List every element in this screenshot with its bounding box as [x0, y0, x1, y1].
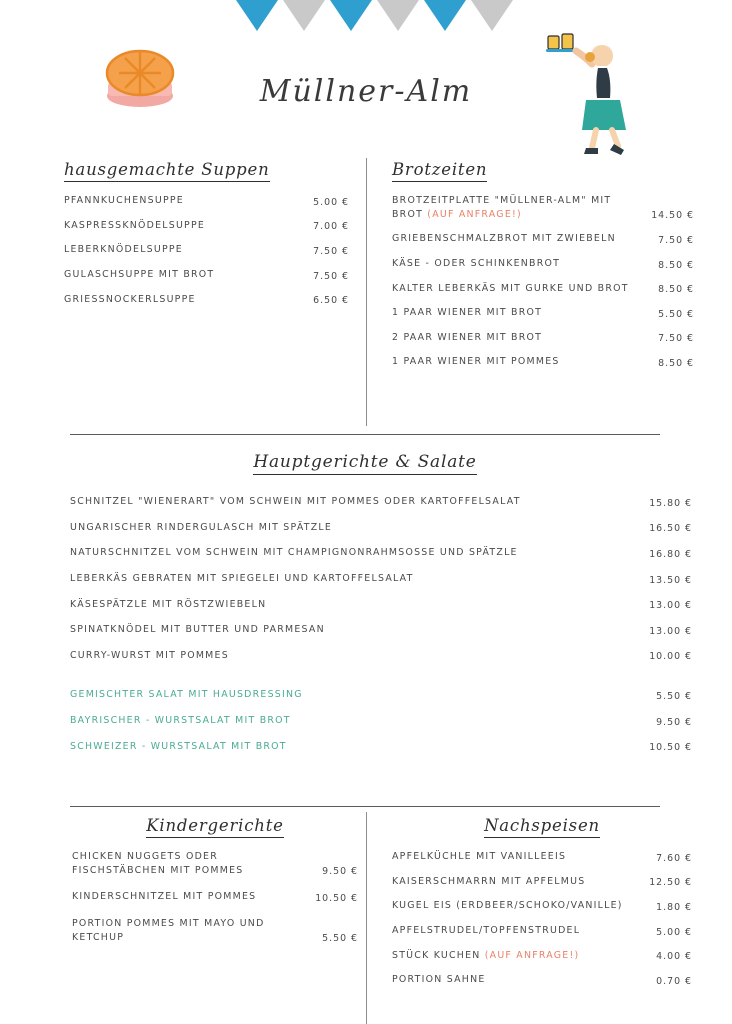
item-name: LEBERKÄS GEBRATEN MIT SPIEGELEI UND KARTOFFELSALAT [70, 572, 414, 584]
list-item [72, 890, 358, 904]
item-name: SCHWEIZER - WURSTSALAT MIT BROT [70, 740, 287, 752]
list-item [392, 355, 694, 369]
item-price: 7.50 € [658, 333, 694, 345]
list-item [392, 973, 692, 987]
section-divider-2 [70, 806, 660, 807]
item-name: GRIEBENSCHMALZBROT MIT ZWIEBELN [392, 233, 616, 245]
item-price: 8.50 € [658, 358, 694, 369]
item-price: 5.00 € [656, 926, 692, 938]
item-price: 12.50 € [649, 877, 692, 889]
item-name: KÄSE - ODER SCHINKENBROT [392, 257, 561, 269]
item-name: APFELSTRUDEL/TOPFENSTRUDEL [392, 924, 581, 936]
page-title: Müllner-Alm [259, 74, 473, 109]
item-name: KASPRESSKNÖDELSUPPE [64, 219, 206, 231]
list-item [70, 598, 692, 612]
item-price: 10.00 € [649, 651, 692, 663]
nachspeisen-list [392, 850, 692, 987]
item-price: 5.50 € [322, 933, 358, 945]
item-price: 5.50 € [658, 308, 694, 320]
list-item [392, 875, 692, 889]
item-name: CHICKEN NUGGETS ODER FISCHSTÄBCHEN MIT POMMES [72, 851, 244, 876]
item-name [392, 194, 648, 221]
list-item [72, 850, 358, 877]
item-name: GRIESSNOCKERLSUPPE [64, 293, 196, 305]
item-price: 16.80 € [649, 548, 692, 560]
spacer [70, 674, 692, 688]
item-name: SPINATKNÖDEL MIT BUTTER UND PARMESAN [70, 624, 325, 636]
list-item [70, 495, 692, 509]
item-name: KAISERSCHMARRN MIT APFELMUS [392, 875, 586, 887]
menu-header [0, 18, 732, 138]
item-price: 1.80 € [656, 901, 692, 913]
list-item [392, 924, 692, 938]
item-price: 7.50 € [313, 245, 349, 257]
item-price: 6.50 € [313, 295, 349, 307]
item-price: 10.50 € [649, 742, 692, 754]
item-name: KINDERSCHNITZEL MIT POMMES [72, 891, 257, 903]
item-price: 10.50 € [315, 892, 358, 904]
column-divider-bottom [366, 812, 367, 1024]
item-name: APFELKÜCHLE MIT VANILLEEIS [392, 851, 567, 862]
suppen-list [64, 194, 349, 306]
list-item [64, 194, 349, 208]
item-price: 9.50 € [656, 716, 692, 728]
list-item [392, 306, 694, 320]
list-item [70, 623, 692, 637]
list-item [392, 850, 692, 864]
section-title-suppen: hausgemachte Suppen [64, 160, 270, 182]
item-name: NATURSCHNITZEL VOM SCHWEIN MIT CHAMPIGNONRAHMSOSSE UND SPÄTZLE [70, 547, 518, 559]
column-divider-top [366, 158, 367, 426]
item-price: 5.00 € [313, 196, 349, 208]
section-title-wrapper [70, 452, 660, 475]
section-nachspeisen [392, 816, 692, 998]
list-item [70, 572, 692, 586]
item-price: 13.00 € [649, 625, 692, 637]
item-name: CURRY-WURST MIT POMMES [70, 649, 229, 661]
list-item [64, 268, 349, 282]
item-name: 1 PAAR WIENER MIT POMMES [392, 356, 560, 368]
item-price: 7.50 € [313, 270, 349, 282]
item-name: PFANNKUCHENSUPPE [64, 195, 184, 206]
list-item [70, 740, 692, 754]
item-price: 5.50 € [656, 691, 692, 702]
item-name: LEBERKNÖDELSUPPE [64, 244, 183, 256]
item-price: 8.50 € [658, 259, 694, 271]
list-item [392, 257, 694, 271]
list-item [64, 293, 349, 307]
item-name: PORTION SAHNE [392, 974, 486, 986]
list-item [392, 232, 694, 246]
item-name: KALTER LEBERKÄS MIT GURKE UND BROT [392, 282, 629, 294]
list-item [70, 688, 692, 702]
item-price: 9.50 € [322, 866, 358, 878]
item-name: SCHNITZEL "WIENERART" VOM SCHWEIN MIT POMMES ODER KARTOFFELSALAT [70, 496, 521, 507]
item-name: 1 PAAR WIENER MIT BROT [392, 307, 543, 319]
item-price: 7.50 € [658, 234, 694, 246]
item-name: KÄSESPÄTZLE MIT RÖSTZWIEBELN [70, 598, 267, 610]
item-price: 0.70 € [656, 975, 692, 987]
item-price: 16.50 € [649, 523, 692, 535]
item-name-text: STÜCK KUCHEN [392, 949, 481, 961]
hauptgerichte-list [70, 495, 692, 753]
item-price: 13.00 € [649, 600, 692, 612]
kindergerichte-list [72, 850, 358, 944]
section-title-wrapper [392, 816, 692, 838]
list-item [70, 546, 692, 560]
item-name: PORTION POMMES MIT MAYO UND KETCHUP [72, 917, 265, 943]
item-name: 2 PAAR WIENER MIT BROT [392, 331, 543, 343]
item-name [392, 949, 646, 963]
section-title-kindergerichte: Kindergerichte [146, 816, 283, 838]
list-item [392, 194, 694, 221]
item-price: 8.50 € [658, 284, 694, 296]
item-price: 13.50 € [649, 574, 692, 586]
item-price: 14.50 € [651, 210, 694, 222]
section-divider-1 [70, 434, 660, 435]
item-name: UNGARISCHER RINDERGULASCH MIT SPÄTZLE [70, 521, 333, 533]
section-suppen [64, 160, 349, 317]
section-title-hauptgerichte: Hauptgerichte & Salate [253, 452, 476, 475]
item-name: BAYRISCHER - WURSTSALAT MIT BROT [70, 715, 291, 726]
item-name: GULASCHSUPPE MIT BROT [64, 268, 215, 280]
section-title-nachspeisen: Nachspeisen [484, 816, 600, 838]
list-item [392, 949, 692, 963]
item-name: GEMISCHTER SALAT MIT HAUSDRESSING [70, 689, 303, 701]
list-item [72, 917, 358, 944]
section-kindergerichte [72, 816, 358, 957]
section-title-wrapper [72, 816, 358, 838]
item-note: (AUF ANFRAGE!) [484, 949, 580, 961]
list-item [70, 649, 692, 663]
item-price: 7.60 € [656, 852, 692, 864]
section-title-brotzeiten: Brotzeiten [392, 160, 487, 182]
list-item [392, 331, 694, 345]
section-hauptgerichte [70, 452, 692, 765]
list-item [64, 243, 349, 257]
item-name: KUGEL EIS (ERDBEER/SCHOKO/VANILLE) [392, 900, 623, 912]
brotzeiten-list [392, 194, 694, 369]
item-note: (AUF ANFRAGE!) [427, 208, 522, 220]
item-price: 15.80 € [649, 497, 692, 509]
list-item [70, 521, 692, 535]
list-item [64, 219, 349, 233]
list-item [70, 714, 692, 728]
item-name-text: BROTZEITPLATTE "MÜLLNER-ALM" MIT BROT [392, 195, 612, 220]
section-brotzeiten [392, 160, 694, 380]
item-price: 4.00 € [656, 951, 692, 963]
list-item [392, 899, 692, 913]
list-item [392, 282, 694, 296]
item-price: 7.00 € [313, 221, 349, 233]
